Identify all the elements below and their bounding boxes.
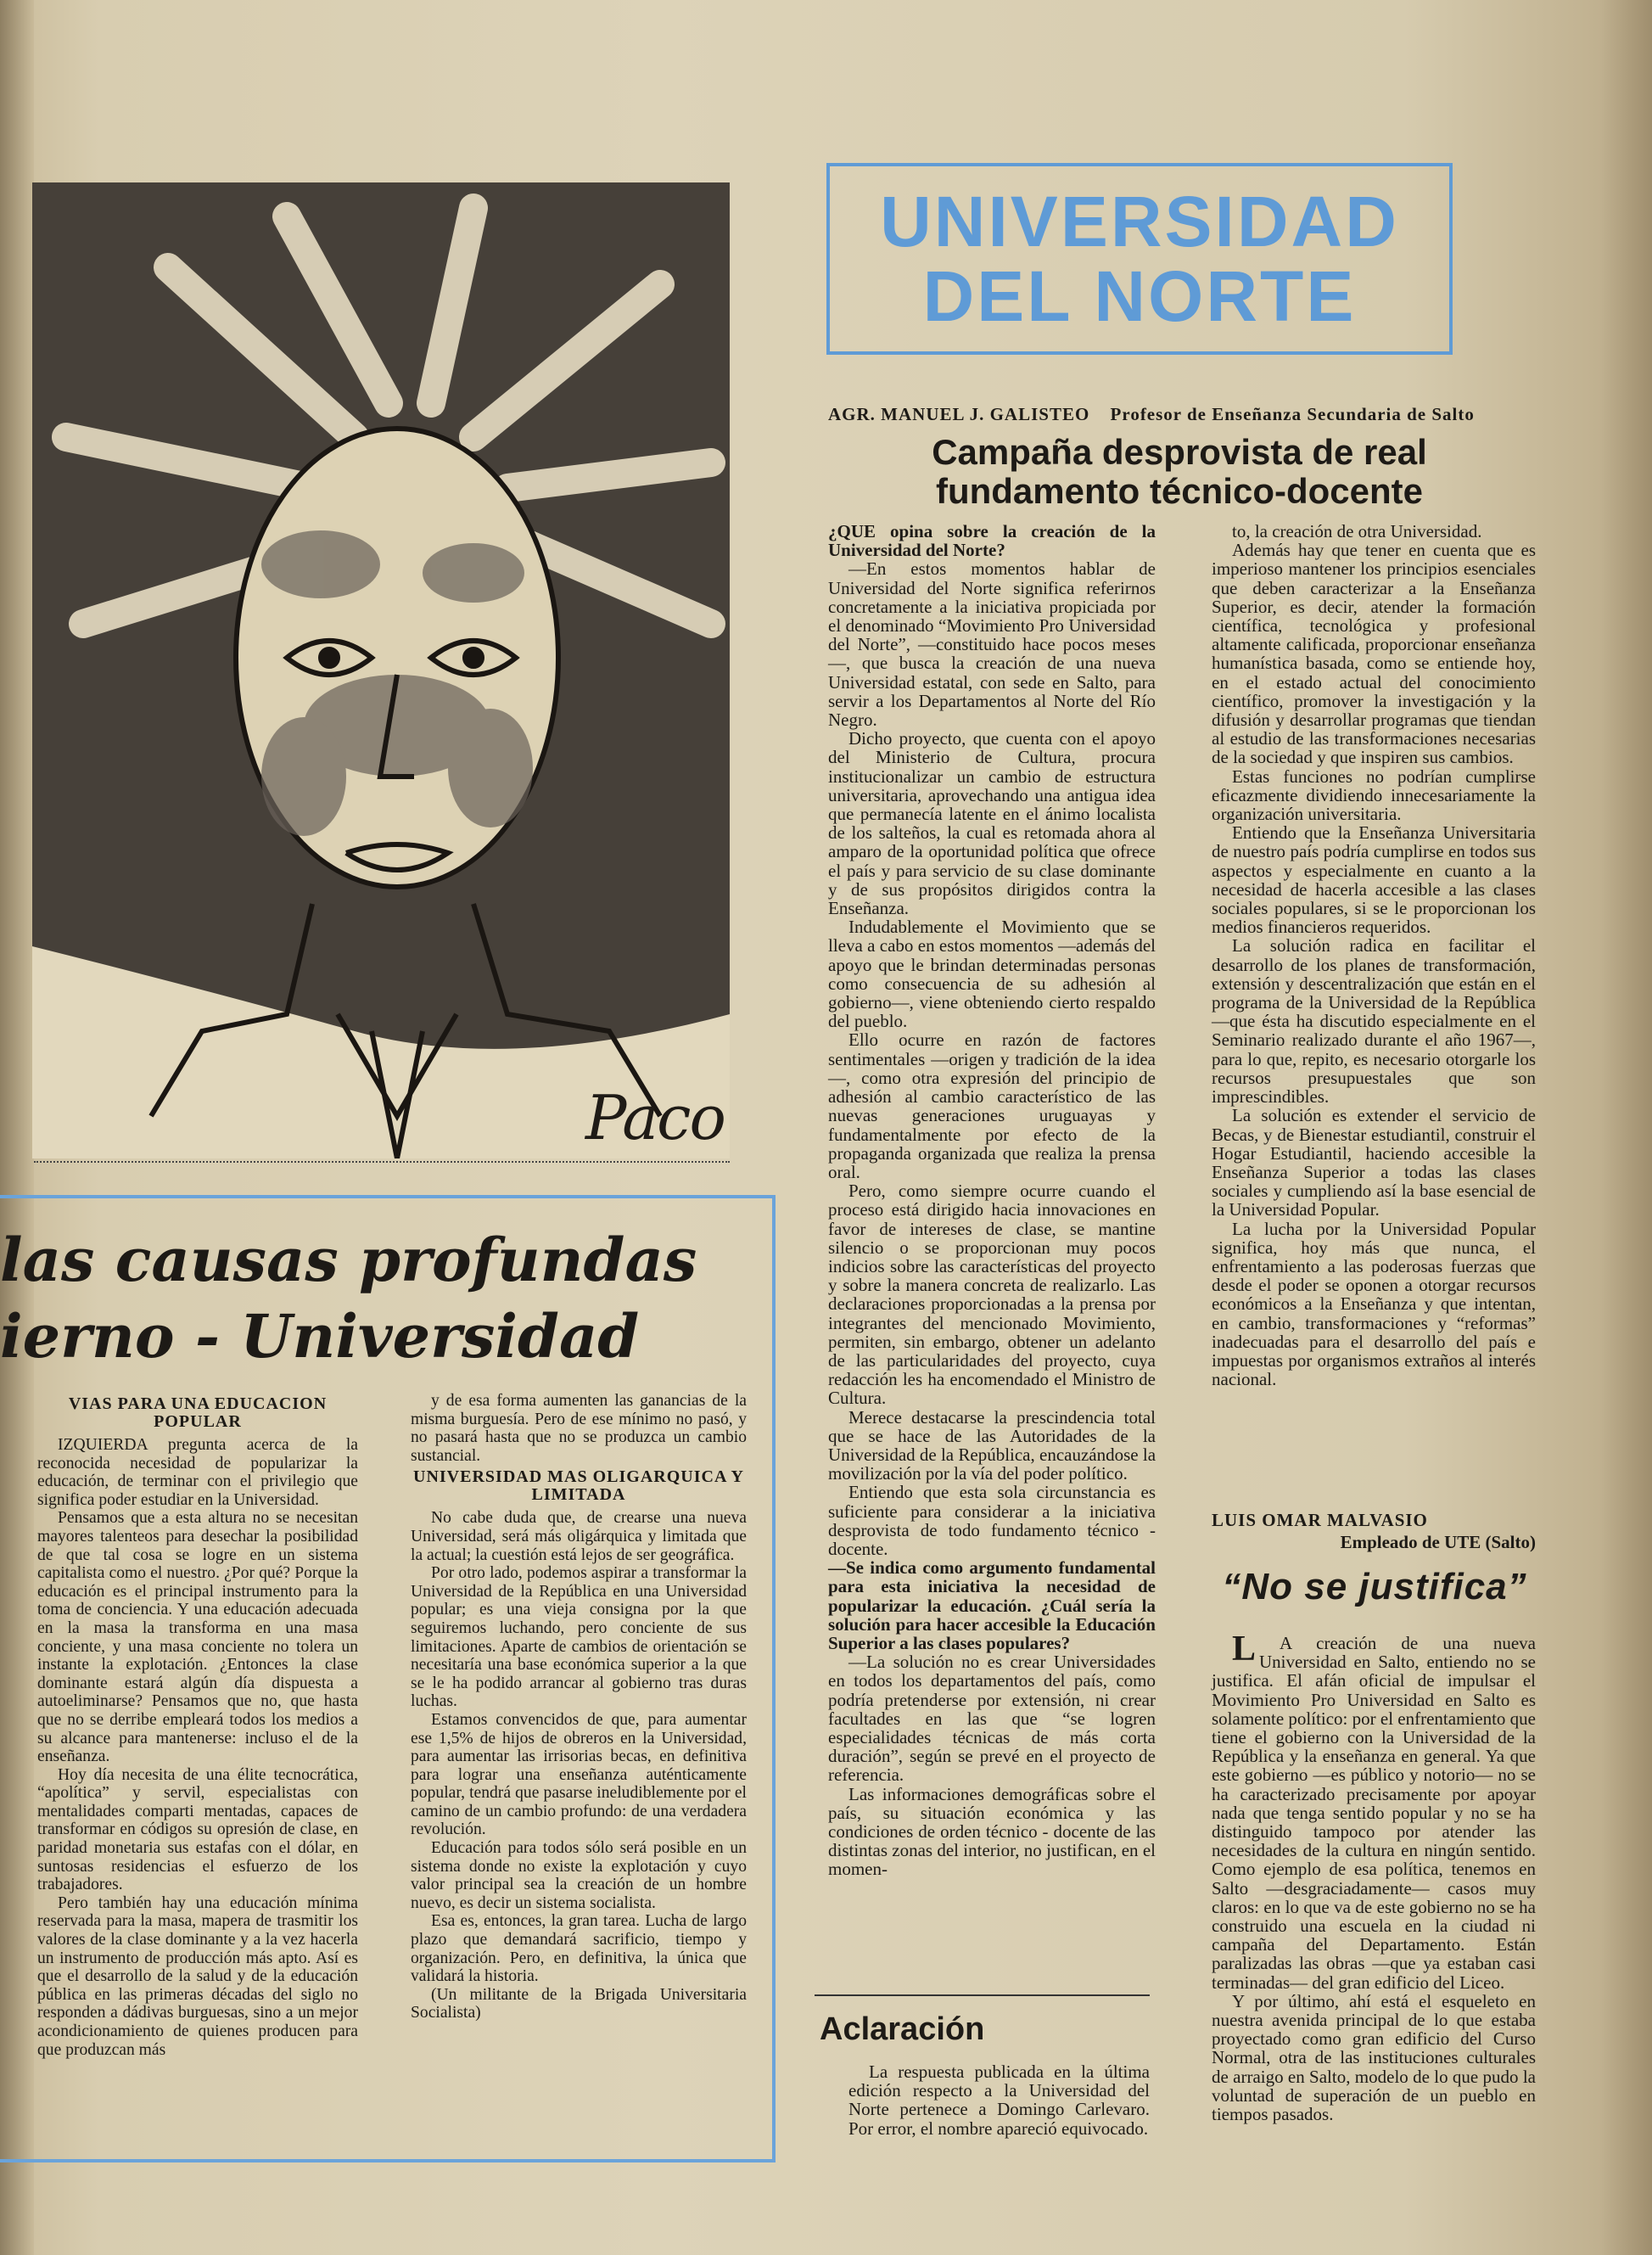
article-1-headline-line-1: Campaña desprovista de real [932, 432, 1427, 472]
article-1-author-role: Profesor de Enseñanza Secundaria de Salto [1110, 404, 1475, 424]
interview-question: ¿QUE opina sobre la creación de la Universidad del Norte? [828, 521, 1156, 561]
paragraph: Pensamos que a esta altura no se necesitan mayores talenteos para desechar la posibilidad de que tal cosa se logre en un sistema capitalista como el nuestro. ¿Por qué? Porque la educación es el principal instrumento para la toma de conciencia. Y una educación adecuada en la masa la transforma en una masa conciente, y una masa conciente no tolera un instante la explotación. ¿Entonces la clase dominante estará algún día dispuesta a autoeliminarse? Pensamos que no, que hasta que no se derribe empleará todos los medios a su alcance para mantenerse: incluso el de la enseñanza. [37, 1509, 358, 1766]
article-1-column-2 [1212, 522, 1536, 1388]
paragraph: LA creación de una nueva Universidad en Salto, entiendo no se justifica. El afán oficial de impulsar el Movimiento Pro Universidad en Salto es solamente político: por el enfrentamiento que tiene el gobierno con la Universidad de la República y la enseñanza en general. Ya que este gobierno —es público y notorio— no se ha caracterizado precisamente por apoyar nada que tenga sentido popular y no se ha distinguido tampoco por atender las necesidades de la cultura en ningún sentido. Como ejemplo de esa política, tenemos en Salto —desgraciadamente— casos muy claros: en lo que va de este gobierno no se ha construido una escuela en la ciudad ni campaña del Departamento. Están paralizadas las obras —que ya estaban casi terminadas— del gran edificio del Liceo. [1212, 1630, 1536, 1993]
left-headline-line-2: ierno - Universidad [0, 1301, 640, 1372]
paragraph: Ello ocurre en razón de factores sentimentales —origen y tradición de la idea—, como otra expresión del principio de adhesión al cambio característico de las nuevas generaciones uruguayas y fundamentalmente por efecto de la propaganda organizada que realiza la prensa oral. [828, 1029, 1156, 1182]
article-1-headline-line-2: fundamento técnico-docente [935, 471, 1424, 511]
paragraph: Estas funciones no podrían cumplirse eficazmente dividiendo innecesariamente la organización universitaria. [1212, 766, 1536, 825]
paragraph: Entiendo que esta sola circunstancia es suficiente para considerar a la iniciativa desprovista de todo fundamento técnico - docente. [828, 1482, 1156, 1559]
illustration-bottom-rule [34, 1161, 730, 1163]
page-edge-shadow [1601, 0, 1652, 2255]
paragraph: Merece destacarse la prescindencia total que se hace de las Autoridades de la Universidad de la República, encauzándose la movilización por la vía del poder político. [828, 1406, 1156, 1484]
aclaracion-title: Aclaración [820, 2011, 985, 2047]
paragraph: Hoy día necesita de una élite tecnocrática, “apolítica” y servil, especialistas con mentalidades comparti mentadas, capaces de transformar en códigos su opresión de clase, en paridad monetaria sus estafas con el dólar, en suntosas residencias el esfuerzo de los trabajadores. [37, 1765, 358, 1894]
signoff: (Un militante de la Brigada Universitaria Socialista) [411, 1985, 747, 2022]
paragraph: Entiendo que la Enseñanza Universitaria de nuestro país podría cumplirse en todos sus aspectos y especialmente en cuanto a la necesidad de hacerla accesible a las clases sociales populares, si se le proporcionan los medios financieros requeridos. [1212, 822, 1536, 938]
portrait-illustration [32, 182, 730, 1158]
left-article-column-2 [411, 1392, 747, 2022]
paragraph: —En estos momentos hablar de Universidad del Norte significa referirnos concretamente a la iniciativa propiciada por el denominado “Movimiento Pro Universidad del Norte”, —constituido hace pocos meses—, que busca la creación de una nueva Universidad estatal, con sede en Salto, para servir a los Departamentos al Norte del Río Negro. [828, 558, 1156, 731]
left-article-headline [0, 1222, 764, 1375]
aclaracion-divider [815, 1994, 1150, 1996]
aclaracion-body [848, 2062, 1150, 2138]
aclaracion-text: La respuesta publicada en la última edición respecto a la Universidad del Norte pertenece a Domingo Carlevaro. Por error, el nombre apareció equivocado. [848, 2061, 1150, 2139]
left-subhead-2: UNIVERSIDAD MAS OLIGARQUICA Y LIMITADA [413, 1467, 744, 1505]
left-col2-start: y de esa forma aumenten las ganancias de la misma burguesía. Pero de ese mínimo no pasó, y no pasará hasta que no se produzca un cambio sustancial. [411, 1392, 747, 1465]
article-1-byline [828, 404, 1507, 425]
paragraph: IZQUIERDA pregunta acerca de la reconocida necesidad de popularizar la educación, de terminar con el privilegio que significa poder estudiar en la Universidad. [37, 1436, 358, 1509]
article-2-headline: “No se justifica” [1222, 1566, 1527, 1607]
paragraph: No cabe duda que, de crearse una nueva Universidad, será más oligárquica y limitada que la actual; la cuestión está lejos de ser geográfica. [411, 1509, 747, 1564]
artist-signature: Paco [585, 1082, 725, 1153]
paragraph: Además hay que tener en cuenta que es imperioso mantener los principios esenciales que deben caracterizar a la Enseñanza Superior, es decir, atender la formación científica, tecnológica y profesional altamente calificada, proporcionar enseñanza humanística basada, como se entiende hoy, en el estado actual del conocimiento científico, promover la investigación y la difusión y desarrollar programas que tiendan al estudio de las transformaciones necesarias de la sociedad y que inspiren sus cambios. [1212, 540, 1536, 768]
paragraph: Indudablemente el Movimiento que se lleva a cabo en estos momentos —además del apoyo que le brindan determinadas personas como consecuencia de su adhesión al gobierno—, viene obteniendo cierto respaldo del pueblo. [828, 917, 1156, 1032]
article-1-author: AGR. MANUEL J. GALISTEO [828, 404, 1090, 424]
paragraph: La solución es extender el servicio de Becas, y de Bienestar estudiantil, construir el Hogar Estudiantil, haciendo accesible la Enseñanza Superior a todas las clases sociales y cumpliendo así la base esencial de la Universidad Popular. [1212, 1105, 1536, 1220]
paragraph: La lucha por la Universidad Popular significa, hoy más que nunca, el enfrentamiento a las poderosas fuerzas que desde el poder se oponen a otorgar recursos económicos a la Enseñanza y que intentan, en cambio, transformaciones y “reformas” inadecuadas para el desarrollo del país e impuestas por organismos extraños al interés nacional. [1212, 1218, 1536, 1390]
article-2-author: LUIS OMAR MALVASIO [1212, 1510, 1428, 1530]
left-article-column-1 [37, 1392, 358, 2059]
article-2-byline [1212, 1511, 1536, 1551]
paragraph: Dicho proyecto, que cuenta con el apoyo del Ministerio de Cultura, procura institucionalizar un cambio de estructura universitaria, aprovechando una antigua idea que permanecía latente en el ánimo localista de los salteños, la cual es retomada ahora al amparo de la oportunidad política que ofrece el país y para servicio de su clase dominante y de sus propósitos dirigidos contra la Enseñanza. [828, 728, 1156, 919]
article-2-author-role: Empleado de UTE (Salto) [1340, 1532, 1536, 1553]
paragraph: Pero también hay una educación mínima reservada para la masa, mapera de trasmitir los valores de la clase dominante y a la vez hacerla un instrumento de producción más apto. Así es que el desarrollo de la salud y de la educación pública en las primeras décadas del siglo no responden a dádivas burguesas, sino a un mejor acondicionamiento de quienes producen para que produzcan más [37, 1893, 358, 2059]
section-masthead [826, 163, 1453, 355]
interview-question: —Se indica como argumento fundamental para esta iniciativa la necesidad de popularizar la educación. ¿Cuál sería la solución para hacer accesible la Educación Superior a las clases populares? [828, 1557, 1156, 1653]
paragraph: Educación para todos sólo será posible en un sistema donde no existe la explotación y cuyo valor principal sea la creación de un hombre nuevo, es decir un sistema socialista. [411, 1839, 747, 1912]
paragraph: Las informaciones demográficas sobre el país, su situación económica y las condiciones de orden técnico - docente de las distintas zonas del interior, no justifican, en el momen- [828, 1783, 1156, 1880]
paragraph: La solución radica en facilitar el desarrollo de los planes de transformación, extensión y descentralización que están en el programa de la Universidad de la República —que ésta ha discutido especialmente en el Seminario realizado durante el año 1967—, para lo que, repito, es necesario otorgarle los recursos presupuestales que son imprescindibles. [1212, 935, 1536, 1108]
paragraph: Pero, como siempre ocurre cuando el proceso está dirigido hacia innovaciones en favor de intereses de clase, se mantine silencio o se proporcionan muy pocos indicios sobre las características del proyecto y sobre la manera concreta de realizarlo. Las declaraciones proporcionadas a la prensa por integrantes del mencionado Movimiento, permiten, sin embargo, obtener un adelanto de las particularidades del proyecto, cuya redacción les ha encomendado el Ministro de Cultura. [828, 1181, 1156, 1409]
masthead-line-2: DEL NORTE [922, 256, 1357, 336]
paragraph: Por otro lado, podemos aspirar a transformar la Universidad de la República en una Universidad popular; es una vieja consigna por la que seguiremos luchando, pero conciente de sus limitaciones. Aparte de cambios de orientación se necesitaría una base económica superior a la que se le ha podido arrancar al gobierno tras duras luchas. [411, 1564, 747, 1711]
article-1-headline [874, 433, 1485, 511]
paragraph: —La solución no es crear Universidades en todos los departamentos del país, como podría pretenderse por extensión, ni crear facultades en las que “se logren especialidades técnicas de más corta duración”, según se prevé en el proyecto de referencia. [828, 1652, 1156, 1786]
paragraph: to, la creación de otra Universidad. [1232, 521, 1482, 541]
article-1-column-1 [828, 522, 1156, 1879]
left-subhead-1: VIAS PARA UNA EDUCACION POPULAR [68, 1394, 328, 1431]
article-2-body [1212, 1630, 1536, 2125]
paragraph: Esa es, entonces, la gran tarea. Lucha de largo plazo que demandará sacrificio, tiempo y organización. Pero, en definitiva, la única que validará la historia. [411, 1912, 747, 1986]
left-headline-line-1: las causas profundas [0, 1225, 697, 1295]
masthead-line-1: UNIVERSIDAD [880, 182, 1399, 261]
paragraph: Y por último, ahí está el esqueleto en nuestra avenida principal de lo que estaba proyectado como gran edificio del Curso Normal, otra de las instituciones culturales de arraigo en Salto, modelo de lo que pudo la voluntad de superación de un pueblo en tiempos pasados. [1212, 1990, 1536, 2125]
portrait-drawing [32, 182, 730, 1158]
paragraph: Estamos convencidos de que, para aumentar ese 1,5% de hijos de obreros en la Universidad, para aumentar las irrisorias becas, en definitiva para lograr una enseñanza auténticamente popular, tendrá que pasarse ineludiblemente por el camino de un cambio profundo: de una verdadera revolución. [411, 1710, 747, 1839]
